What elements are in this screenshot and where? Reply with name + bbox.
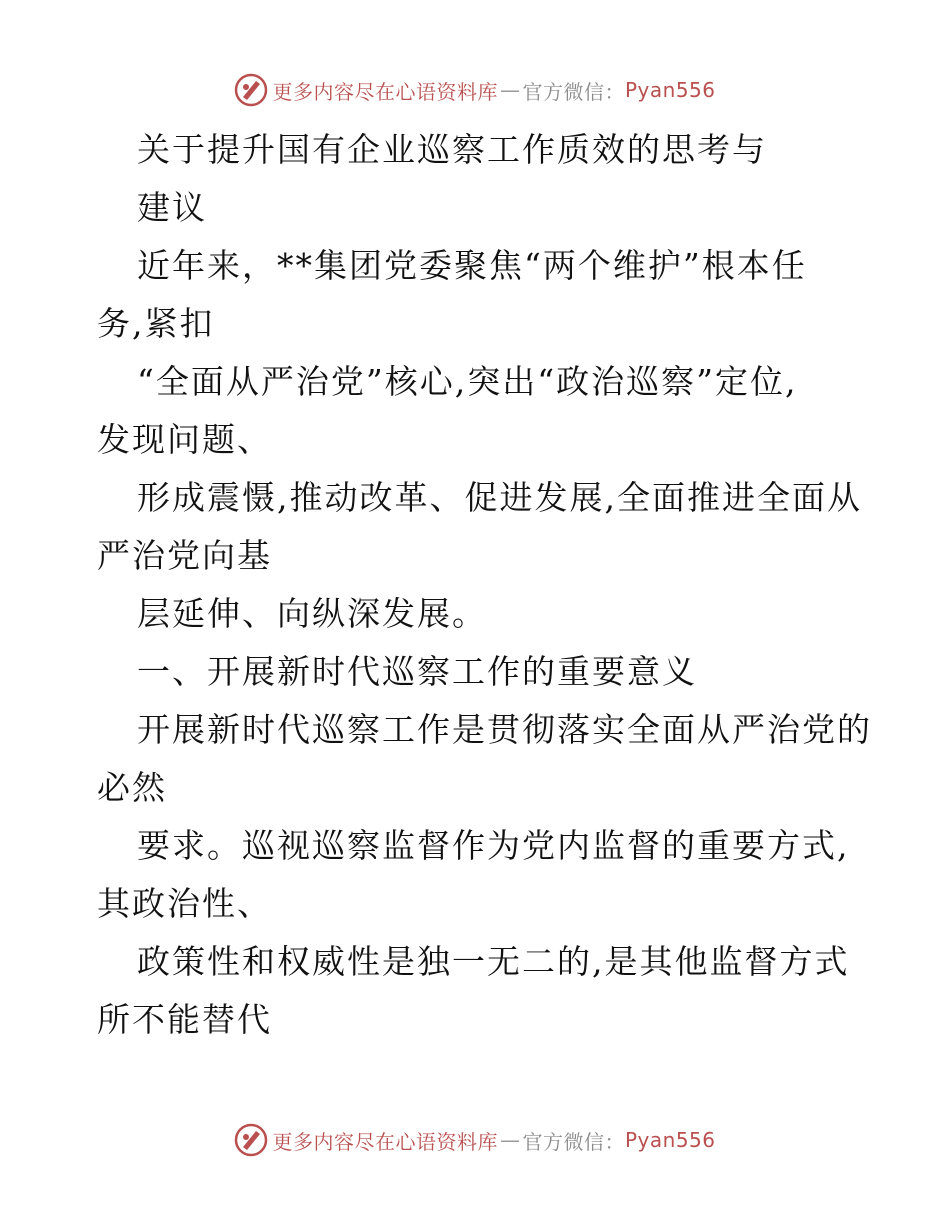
paragraph-line: 严治党向基 [97, 536, 272, 575]
paragraph-line: 其政治性、 [97, 884, 272, 923]
paragraph-line: 层延伸、向纵深发展。 [137, 594, 487, 633]
paragraph-line: 形成震慑,推动改革、促进发展,全面推进全面从 [137, 478, 862, 517]
header-watermark [0, 70, 950, 110]
title-line-2: 建议 [137, 188, 207, 227]
paragraph-line: 要求。巡视巡察监督作为党内监督的重要方式, [137, 826, 850, 865]
watermark-separator: — [499, 1128, 521, 1152]
document-body [97, 121, 877, 1049]
watermark-text: 更多内容尽在心语资料库 [272, 1129, 498, 1154]
paragraph-line: 发现问题、 [97, 420, 272, 459]
paragraph-line: 务,紧扣 [97, 304, 215, 343]
paragraph-line: 近年来，**集团党委聚焦“两个维护”根本任 [137, 246, 807, 285]
paragraph-line: 必然 [97, 768, 167, 807]
watermark-separator: — [499, 78, 521, 102]
title-line-1: 关于提升国有企业巡察工作质效的思考与 [137, 130, 767, 169]
paragraph-line: “全面从严治党”核心,突出“政治巡察”定位, [137, 362, 798, 401]
watermark-text: 更多内容尽在心语资料库 [272, 79, 498, 104]
watermark-account: Pyan556 [624, 1128, 716, 1152]
seal-logo-icon [234, 1123, 268, 1157]
paragraph-line: 开展新时代巡察工作是贯彻落实全面从严治党的 [137, 710, 872, 749]
seal-logo-icon [234, 73, 268, 107]
paragraph-line: 政策性和权威性是独一无二的,是其他监督方式 [137, 942, 850, 981]
watermark-account: Pyan556 [624, 78, 716, 102]
paragraph-line: 所不能替代 [97, 1000, 272, 1039]
watermark-label: 官方微信： [522, 79, 625, 104]
section-heading: 一、开展新时代巡察工作的重要意义 [137, 652, 697, 691]
footer-watermark [0, 1120, 950, 1160]
watermark-label: 官方微信： [522, 1129, 625, 1154]
